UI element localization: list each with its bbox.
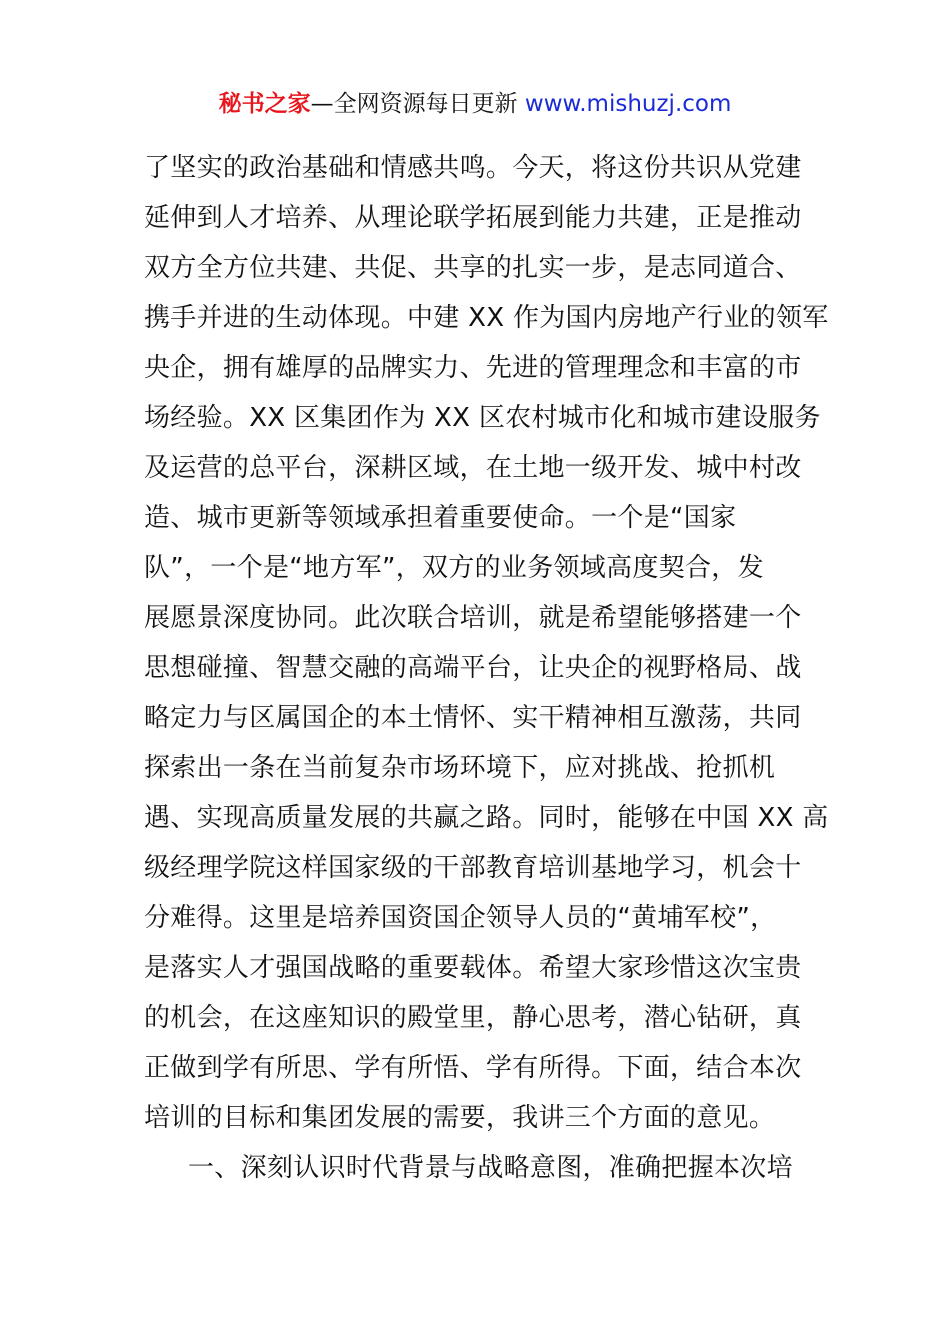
paragraph-line: 央企，拥有雄厚的品牌实力、先进的管理理念和丰富的市	[144, 353, 802, 383]
site-url-link[interactable]: www.mishuzj.com	[524, 91, 732, 117]
paragraph-line: 队”，一个是“地方军”，双方的业务领域高度契合，发	[144, 553, 764, 583]
paragraph-line: 的机会，在这座知识的殿堂里，静心思考，潜心钻研，真	[144, 1003, 802, 1033]
paragraph-line: 是落实人才强国战略的重要载体。希望大家珍惜这次宝贵	[144, 953, 802, 983]
paragraph-line: 遇、实现高质量发展的共赢之路。同时，能够在中国 XX 高	[144, 803, 829, 833]
document-body	[144, 143, 829, 1193]
brand-name: 秘书之家	[218, 91, 311, 117]
paragraph-line: 培训的目标和集团发展的需要，我讲三个方面的意见。	[144, 1103, 776, 1133]
paragraph-line: 正做到学有所思、学有所悟、学有所得。下面，结合本次	[144, 1053, 802, 1083]
paragraph-line: 了坚实的政治基础和情感共鸣。今天，将这份共识从党建	[144, 153, 802, 183]
paragraph-line: 造、城市更新等领域承担着重要使命。一个是“国家	[144, 503, 737, 533]
paragraph-line: 级经理学院这样国家级的干部教育培训基地学习，机会十	[144, 853, 802, 883]
paragraph-line: 略定力与区属国企的本土情怀、实干精神相互激荡，共同	[144, 703, 802, 733]
paragraph-line: 探索出一条在当前复杂市场环境下，应对挑战、抢抓机	[144, 753, 776, 783]
section-heading: 一、深刻认识时代背景与战略意图，准确把握本次培	[188, 1153, 793, 1183]
site-header	[0, 86, 950, 122]
paragraph-line: 延伸到人才培养、从理论联学拓展到能力共建，正是推动	[144, 203, 802, 233]
paragraph-line: 双方全方位共建、共促、共享的扎实一步，是志同道合、	[144, 253, 802, 283]
paragraph-line: 分难得。这里是培养国资国企领导人员的“黄埔军校”，	[144, 903, 777, 933]
paragraph-line: 场经验。XX 区集团作为 XX 区农村城市化和城市建设服务	[144, 403, 821, 433]
paragraph-line: 携手并进的生动体现。中建 XX 作为国内房地产行业的领军	[144, 303, 829, 333]
header-tagline: —全网资源每日更新	[310, 91, 525, 117]
paragraph-line: 及运营的总平台，深耕区域，在土地一级开发、城中村改	[144, 453, 802, 483]
paragraph-line: 思想碰撞、智慧交融的高端平台，让央企的视野格局、战	[144, 653, 802, 683]
paragraph-line: 展愿景深度协同。此次联合培训，就是希望能够搭建一个	[144, 603, 802, 633]
